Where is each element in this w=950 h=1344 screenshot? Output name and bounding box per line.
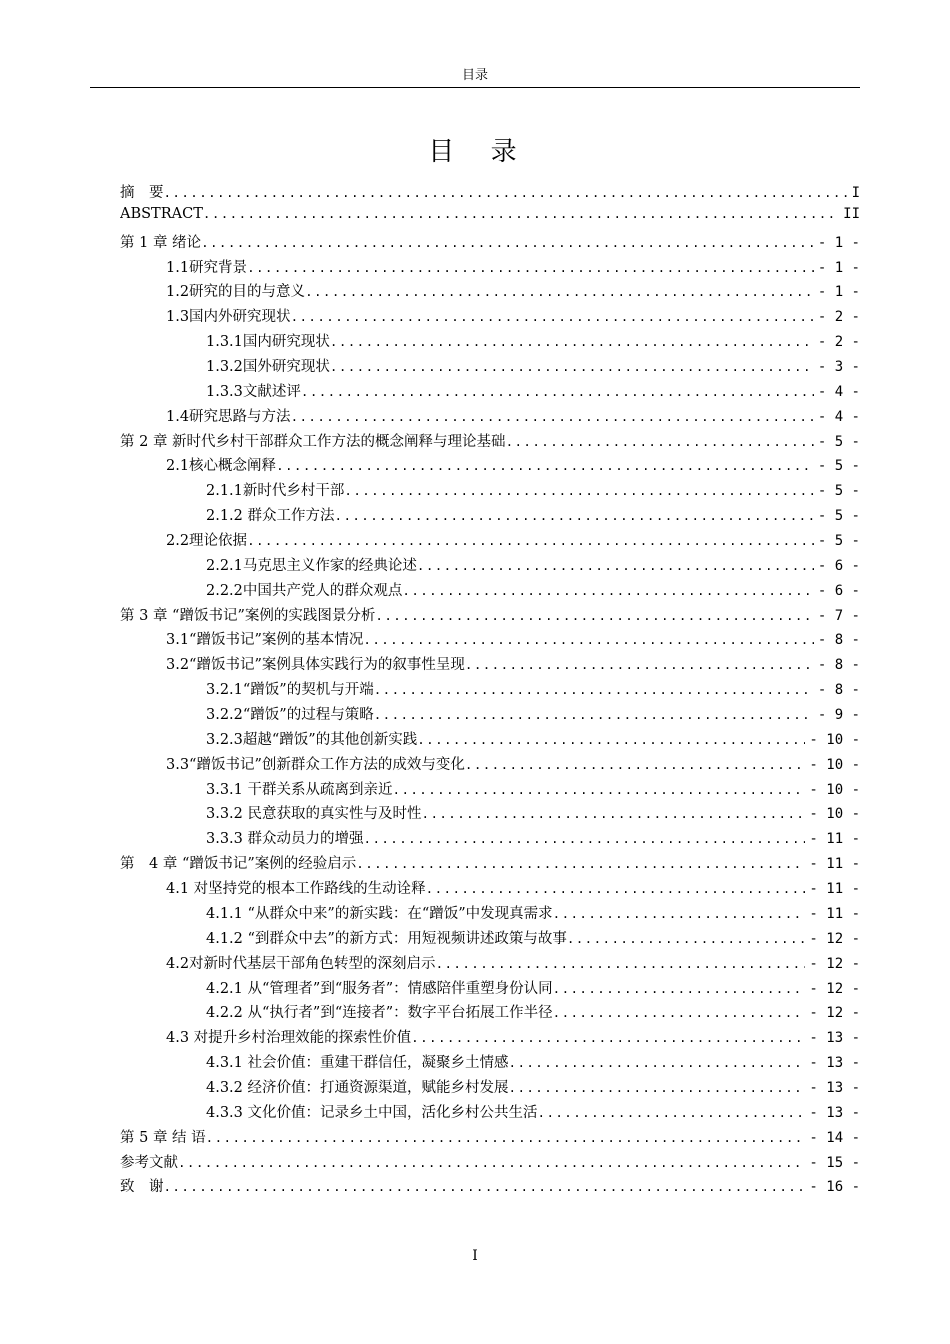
toc-entry-label: 4.3.2 经济价值：打通资源渠道，赋能乡村发展 (206, 1079, 509, 1096)
toc-dot-leader (422, 806, 806, 821)
toc-entry-label: 1.2研究的目的与意义 (166, 284, 306, 301)
toc-entry-label: 3.2“蹭饭书记”案例具体实践行为的叙事性呈现 (166, 657, 465, 674)
toc-dot-leader (567, 931, 806, 946)
toc-entry-label: 第 4 章 “蹭饭书记”案例的经验启示 (120, 856, 357, 873)
toc-entry-page: - 10 - (809, 781, 860, 798)
toc-entry-label: 2.1.2 群众工作方法 (206, 508, 335, 525)
toc-entry[interactable] (120, 728, 860, 753)
toc-dot-leader (553, 1005, 806, 1020)
toc-entry[interactable] (120, 852, 860, 877)
toc-entry-label: 第 5 章 结 语 (120, 1129, 206, 1146)
toc-dot-leader (201, 235, 814, 250)
toc-entry[interactable] (120, 430, 860, 455)
toc-dot-leader (402, 583, 813, 598)
toc-entry-page: - 12 - (809, 955, 860, 972)
toc-dot-leader (335, 508, 814, 523)
toc-entry-page: - 13 - (809, 1030, 860, 1047)
toc-entry[interactable] (120, 256, 860, 281)
toc-entry[interactable] (120, 778, 860, 803)
toc-entry-page: - 10 - (809, 806, 860, 823)
toc-entry-page: - 5 - (817, 433, 860, 450)
toc-dot-leader (393, 782, 806, 797)
toc-entry[interactable] (120, 504, 860, 529)
toc-entry-label: 4.1.2 “到群众中去”的新方式：用短视频讲述政策与故事 (206, 930, 567, 947)
toc-entry-label: 致 谢 (120, 1179, 164, 1196)
toc-entry-page: - 14 - (809, 1129, 860, 1146)
toc-entry-label: 2.2理论依据 (166, 533, 248, 550)
toc-entry[interactable] (120, 1076, 860, 1101)
toc-dot-leader (164, 1179, 806, 1194)
toc-entry-label: 1.3.2国外研究现状 (206, 359, 330, 376)
toc-dot-leader (305, 284, 814, 299)
header-rule (90, 87, 860, 88)
toc-entry-label: 2.2.1马克思主义作家的经典论述 (206, 557, 417, 574)
toc-entry-page: - 10 - (809, 756, 860, 773)
toc-dot-leader (344, 483, 813, 498)
toc-entry-page: - 15 - (809, 1154, 860, 1171)
toc-entry-page: - 9 - (817, 707, 860, 724)
toc-entry[interactable] (120, 952, 860, 977)
toc-entry-label: 2.1核心概念阐释 (166, 458, 277, 475)
toc-dot-leader (375, 608, 813, 623)
toc-entry[interactable] (120, 802, 860, 827)
toc-entry-page: - 5 - (817, 508, 860, 525)
toc-entry-page: - 12 - (809, 980, 860, 997)
toc-entry-page: II (843, 205, 860, 222)
toc-entry-label: 1.3.1国内研究现状 (206, 334, 330, 351)
toc-entry[interactable] (120, 529, 860, 554)
toc-dot-leader (291, 309, 814, 324)
toc-entry[interactable] (120, 827, 860, 852)
toc-dot-leader (291, 409, 814, 424)
toc-entry-label: 4.1 对坚持党的根本工作路线的生动诠释 (166, 881, 426, 898)
toc-entry-page: - 11 - (809, 905, 860, 922)
toc-entry[interactable] (120, 1126, 860, 1151)
toc-entry-label: 2.2.2中国共产党人的群众观点 (206, 582, 403, 599)
toc-entry[interactable] (120, 877, 860, 902)
toc-dot-leader (374, 682, 814, 697)
toc-entry-page: - 8 - (817, 657, 860, 674)
toc-entry-label: 3.3.3 群众动员力的增强 (206, 831, 364, 848)
toc-entry-page: - 4 - (817, 408, 860, 425)
toc-dot-leader (374, 707, 814, 722)
toc-entry-label: 第 1 章 绪论 (120, 234, 202, 251)
toc-entry-label: 4.3.1 社会价值：重建干群信任，凝聚乡土情感 (206, 1055, 509, 1072)
toc-entry-page: - 13 - (809, 1079, 860, 1096)
toc-title: 目 录 (428, 137, 522, 167)
toc-entry-label: 1.1研究背景 (166, 259, 248, 276)
toc-entry-page: - 5 - (817, 458, 860, 475)
toc-entry-label: 摘 要 (120, 185, 164, 201)
toc-entry-label: 1.4研究思路与方法 (166, 408, 291, 425)
toc-dot-leader (330, 359, 814, 374)
toc-dot-leader (178, 1155, 805, 1170)
toc-entry-label: ABSTRACT (120, 205, 203, 222)
toc-entry[interactable] (120, 181, 860, 206)
toc-entry[interactable] (120, 977, 860, 1002)
toc-entry-label: 4.3 对提升乡村治理效能的探索性价值 (166, 1030, 412, 1047)
toc-entry-label: 3.3“蹭饭书记”创新群众工作方法的成效与变化 (166, 756, 465, 773)
toc-entry-page: - 4 - (817, 383, 860, 400)
toc-entry-label: 1.3.3文献述评 (206, 383, 301, 400)
toc-dot-leader (301, 384, 814, 399)
toc-entry[interactable] (120, 1001, 860, 1026)
toc-dot-leader (509, 1080, 806, 1095)
toc-entry-page: - 16 - (809, 1179, 860, 1196)
table-of-contents (120, 181, 860, 1200)
toc-entry-page: - 12 - (809, 930, 860, 947)
toc-entry-label: 第 3 章 “蹭饭书记”案例的实践图景分析 (120, 607, 376, 624)
toc-entry-page: - 12 - (809, 1005, 860, 1022)
toc-entry[interactable] (120, 1026, 860, 1051)
toc-entry-page: - 13 - (809, 1055, 860, 1072)
toc-dot-leader (426, 881, 806, 896)
toc-dot-leader (465, 657, 814, 672)
toc-dot-leader (436, 956, 806, 971)
toc-entry[interactable] (120, 703, 860, 728)
toc-dot-leader (509, 1055, 806, 1070)
toc-dot-leader (330, 334, 814, 349)
toc-dot-leader (247, 533, 814, 548)
page-number: I (472, 1248, 478, 1264)
toc-entry[interactable] (120, 1051, 860, 1076)
toc-entry[interactable] (120, 579, 860, 604)
toc-entry[interactable] (120, 454, 860, 479)
toc-entry-label: 4.1.1 “从群众中来”的新实践：在“蹭饭”中发现真需求 (206, 905, 553, 922)
toc-entry[interactable] (120, 753, 860, 778)
toc-entry-page: - 1 - (817, 284, 860, 301)
toc-entry[interactable] (120, 678, 860, 703)
toc-entry-page: - 10 - (809, 731, 860, 748)
toc-dot-leader (417, 732, 805, 747)
toc-entry[interactable] (120, 405, 860, 430)
toc-entry-page: - 5 - (817, 533, 860, 550)
toc-entry[interactable] (120, 902, 860, 927)
toc-entry-label: 2.1.1新时代乡村干部 (206, 483, 345, 500)
toc-dot-leader (417, 558, 814, 573)
toc-entry-label: 1.3国内外研究现状 (166, 309, 291, 326)
toc-entry[interactable] (120, 479, 860, 504)
toc-entry[interactable] (120, 1151, 860, 1176)
toc-dot-leader (553, 906, 806, 921)
toc-entry[interactable] (120, 330, 860, 355)
toc-entry-label: 第 2 章 新时代乡村干部群众工作方法的概念阐释与理论基础 (120, 433, 506, 450)
toc-entry[interactable] (120, 231, 860, 256)
toc-entry-page: - 6 - (817, 582, 860, 599)
toc-entry-page: - 5 - (817, 483, 860, 500)
toc-entry-label: 4.2对新时代基层干部角色转型的深刻启示 (166, 955, 436, 972)
toc-dot-leader (538, 1105, 806, 1120)
toc-entry-label: 3.1“蹭饭书记”案例的基本情况 (166, 632, 364, 649)
toc-entry-page: - 6 - (817, 557, 860, 574)
toc-entry-label: 4.2.2 从“执行者”到“连接者”：数字平台拓展工作半径 (206, 1005, 553, 1022)
toc-dot-leader (203, 206, 839, 221)
toc-entry-label: 3.3.2 民意获取的真实性与及时性 (206, 806, 422, 823)
toc-entry[interactable] (120, 1175, 860, 1200)
toc-entry[interactable] (120, 554, 860, 579)
toc-entry-page: - 3 - (817, 359, 860, 376)
toc-entry-page: - 2 - (817, 309, 860, 326)
toc-entry-label: 3.2.1“蹭饭”的契机与开端 (206, 682, 374, 699)
toc-entry[interactable] (120, 1101, 860, 1126)
toc-entry-label: 3.2.3超越“蹭饭”的其他创新实践 (206, 731, 418, 748)
toc-dot-leader (356, 856, 805, 871)
toc-dot-leader (206, 1130, 806, 1145)
toc-entry-page: - 8 - (817, 682, 860, 699)
toc-entry[interactable] (120, 305, 860, 330)
toc-entry-page: - 2 - (817, 334, 860, 351)
toc-dot-leader (411, 1030, 805, 1045)
toc-entry[interactable] (120, 280, 860, 305)
toc-entry-page: - 11 - (809, 881, 860, 898)
toc-dot-leader (247, 260, 814, 275)
toc-entry-label: 4.3.3 文化价值：记录乡土中国，活化乡村公共生活 (206, 1104, 538, 1121)
toc-dot-leader (553, 981, 806, 996)
toc-entry-page: - 1 - (817, 234, 860, 251)
toc-dot-leader (276, 458, 814, 473)
toc-entry[interactable] (120, 355, 860, 380)
toc-entry[interactable] (120, 380, 860, 405)
toc-entry[interactable] (120, 604, 860, 629)
toc-dot-leader (364, 831, 806, 846)
toc-entry-page: - 7 - (817, 607, 860, 624)
toc-entry[interactable] (120, 653, 860, 678)
toc-entry-page: - 13 - (809, 1104, 860, 1121)
toc-entry-label: 3.2.2“蹭饭”的过程与策略 (206, 707, 374, 724)
toc-entry-page: - 11 - (809, 831, 860, 848)
toc-entry[interactable] (120, 206, 860, 231)
running-header: 目录 (461, 68, 488, 83)
toc-entry[interactable] (120, 628, 860, 653)
toc-dot-leader (164, 185, 848, 200)
toc-dot-leader (506, 434, 814, 449)
toc-entry-page: - 8 - (817, 632, 860, 649)
toc-dot-leader (363, 632, 813, 647)
toc-entry-label: 参考文献 (120, 1154, 178, 1171)
toc-dot-leader (465, 757, 806, 772)
toc-entry-label: 4.2.1 从“管理者”到“服务者”：情感陪伴重塑身份认同 (206, 980, 553, 997)
toc-entry-page: I (851, 185, 860, 201)
toc-entry[interactable] (120, 927, 860, 952)
toc-entry-page: - 11 - (809, 856, 860, 873)
toc-entry-label: 3.3.1 干群关系从疏离到亲近 (206, 781, 393, 798)
toc-entry-page: - 1 - (817, 259, 860, 276)
